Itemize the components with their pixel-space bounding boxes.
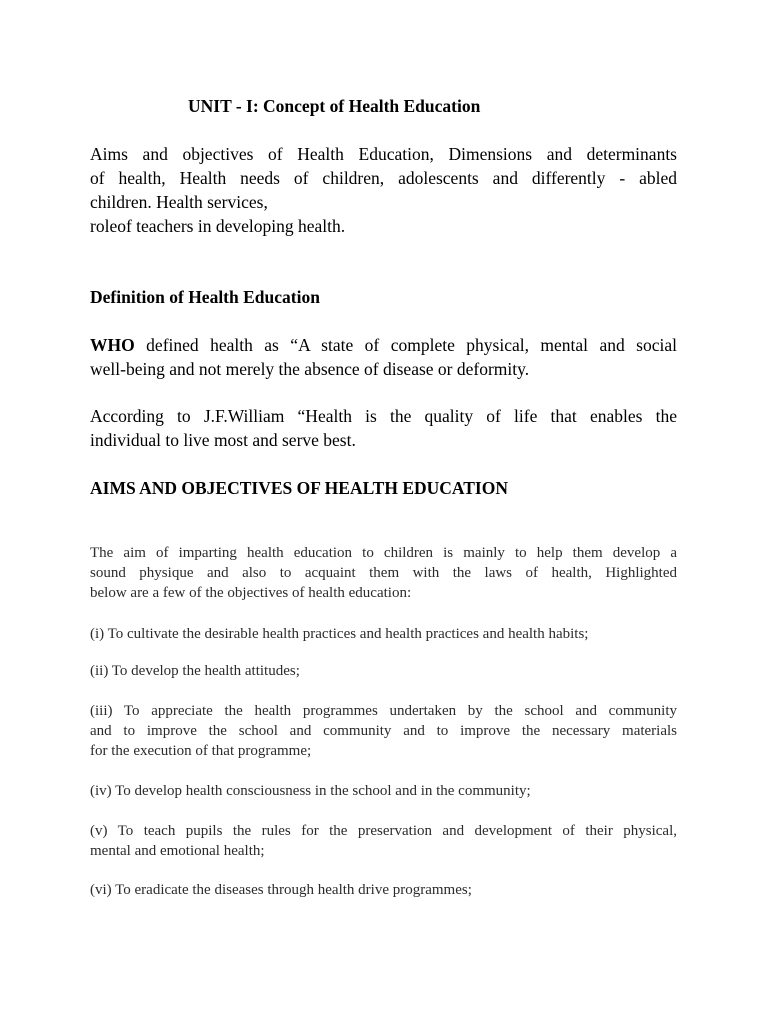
objective-item bbox=[90, 880, 677, 900]
objective-line: (iii) To appreciate the health programmes undertaken by the school and community bbox=[90, 703, 677, 719]
who-label: WHO bbox=[90, 335, 135, 355]
objective-item bbox=[90, 701, 677, 761]
aims-intro-paragraph bbox=[90, 543, 677, 603]
objective-line: (i) To cultivate the desirable health practices and health practices and health habits; bbox=[90, 626, 589, 642]
aims-intro-line: The aim of imparting health education to children is mainly to help them develop a bbox=[90, 545, 677, 561]
objective-line: (ii) To develop the health attitudes; bbox=[90, 663, 300, 679]
who-definition-line: well-being and not merely the absence of disease or deformity. bbox=[90, 359, 530, 379]
syllabus-line: Aims and objectives of Health Education, Dimensions and determinants bbox=[90, 144, 677, 164]
syllabus-line: children. Health services, bbox=[90, 192, 268, 212]
definition-heading: Definition of Health Education bbox=[90, 287, 320, 307]
unit-title: UNIT - I: Concept of Health Education bbox=[188, 96, 481, 116]
william-definition-line: According to J.F.William “Health is the quality of life that enables the bbox=[90, 406, 677, 426]
syllabus-line: of health, Health needs of children, adolescents and differently - abled bbox=[90, 168, 677, 188]
objective-item bbox=[90, 661, 677, 681]
william-definition-line: individual to live most and serve best. bbox=[90, 430, 356, 450]
objective-item bbox=[90, 821, 677, 861]
who-definition-paragraph bbox=[90, 333, 677, 381]
aims-intro-line: sound physique and also to acquaint them with the laws of health, Highlighted bbox=[90, 565, 677, 581]
aims-intro-line: below are a few of the objectives of health education: bbox=[90, 585, 412, 601]
objective-line: (iv) To develop health consciousness in the school and in the community; bbox=[90, 783, 531, 799]
objective-line: (vi) To eradicate the diseases through health drive programmes; bbox=[90, 882, 472, 898]
objective-line: mental and emotional health; bbox=[90, 843, 265, 859]
who-definition-line bbox=[90, 333, 677, 357]
objective-line: and to improve the school and community and to improve the necessary materials bbox=[90, 723, 677, 739]
objective-item bbox=[90, 781, 677, 801]
objective-item bbox=[90, 624, 677, 644]
who-definition-text: defined health as “A state of complete physical, mental and social bbox=[134, 335, 677, 355]
objective-line: for the execution of that programme; bbox=[90, 743, 312, 759]
aims-heading: AIMS AND OBJECTIVES OF HEALTH EDUCATION bbox=[90, 478, 508, 498]
syllabus-paragraph bbox=[90, 142, 677, 238]
william-definition-paragraph bbox=[90, 404, 677, 452]
objective-line: (v) To teach pupils the rules for the preservation and development of their physical, bbox=[90, 823, 677, 839]
syllabus-line: roleof teachers in developing health. bbox=[90, 216, 346, 236]
